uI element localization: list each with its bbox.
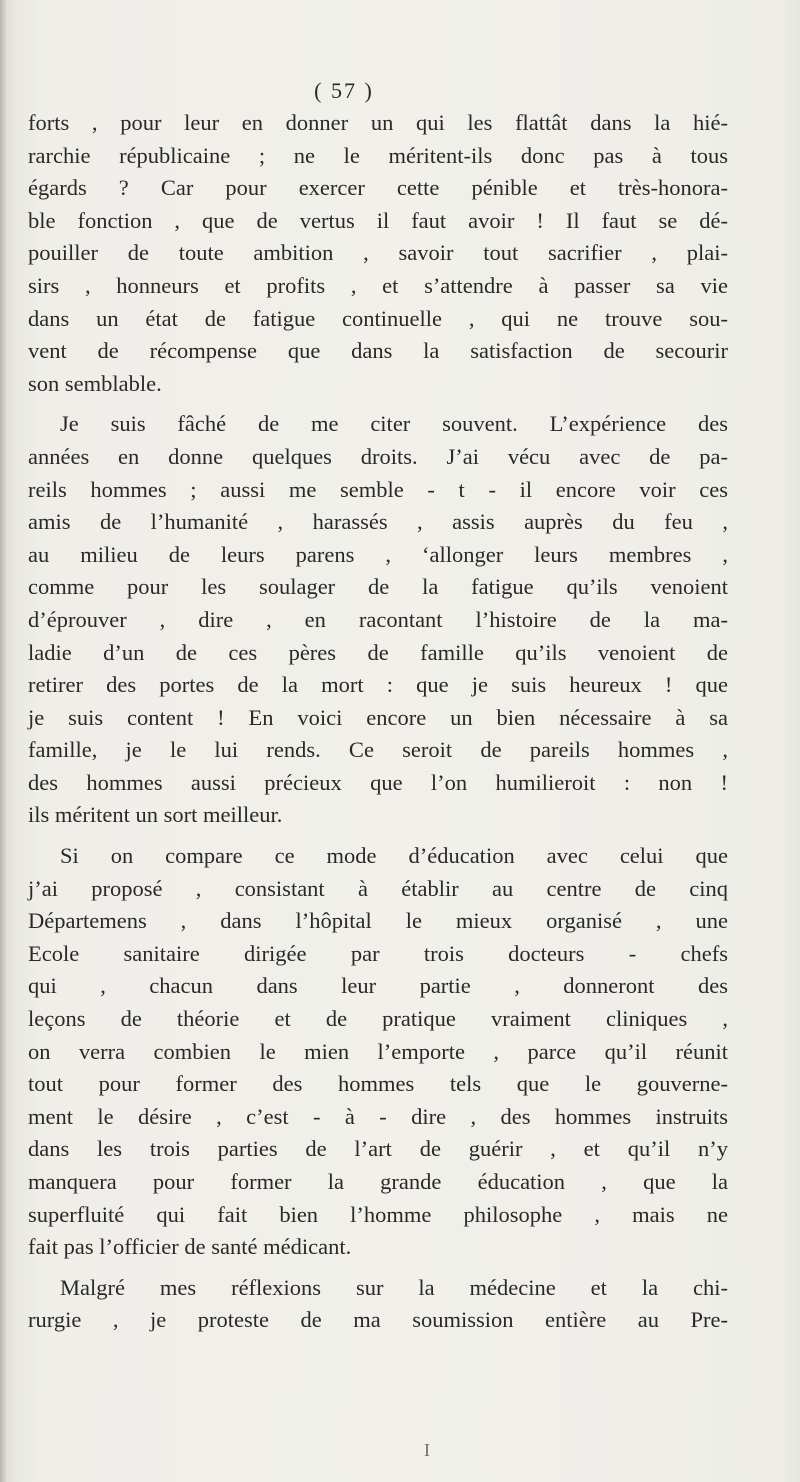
text-line: pouiller de toute ambition , savoir tout sacrifier , plai-: [28, 240, 728, 266]
text-line: on verra combien le mien l’emporte , parce qu’il réunit: [28, 1038, 728, 1064]
text-line: leçons de théorie et de pratique vraiment cliniques ,: [28, 1006, 728, 1032]
text-line: rarchie républicaine ; ne le méritent-ils donc pas à tous: [28, 142, 728, 168]
text-line: qui , chacun dans leur partie , donneront des: [28, 973, 728, 999]
paragraph-4: [28, 1272, 728, 1337]
body-text: [28, 107, 728, 1337]
text-line: années en donne quelques droits. J’ai vécu avec de pa-: [28, 443, 728, 469]
text-line: égards ? Car pour exercer cette pénible et très-honora-: [28, 175, 728, 201]
text-line: ble fonction , que de vertus il faut avoir ! Il faut se dé-: [28, 207, 728, 233]
text-line: amis de l’humanité , harassés , assis auprès du feu ,: [28, 509, 728, 535]
text-line: superfluité qui fait bien l’homme philosophe , mais ne: [28, 1201, 728, 1227]
text-line: j’ai proposé , consistant à établir au centre de cinq: [28, 875, 728, 901]
text-line: ment le désire , c’est - à - dire , des hommes instruits: [28, 1103, 728, 1129]
text-line: au milieu de leurs parens , ‘allonger leurs membres ,: [28, 541, 728, 567]
text-line: ils méritent un sort meilleur.: [28, 802, 283, 828]
text-line: rurgie , je proteste de ma soumission entière au Pre-: [28, 1307, 728, 1333]
text-line: fait pas l’officier de santé médicant.: [28, 1234, 352, 1260]
text-line: son semblable.: [28, 370, 162, 396]
text-line: Si on compare ce mode d’éducation avec celui que: [60, 843, 728, 869]
paragraph-2: [28, 408, 728, 832]
text-line: retirer des portes de la mort : que je suis heureux ! que: [28, 672, 728, 698]
text-line: famille, je le lui rends. Ce seroit de pareils hommes ,: [28, 737, 728, 763]
text-line: tout pour former des hommes tels que le gouverne-: [28, 1071, 728, 1097]
printer-mark: I: [424, 1440, 430, 1460]
text-line: des hommes aussi précieux que l’on humilieroit : non !: [28, 769, 728, 795]
text-line: ladie d’un de ces pères de famille qu’ils venoient de: [28, 639, 728, 665]
text-line: Malgré mes réflexions sur la médecine et la chi-: [60, 1274, 728, 1300]
text-line: comme pour les soulager de la fatigue qu’ils venoient: [28, 574, 728, 600]
paragraph-3: [28, 840, 728, 1264]
text-line: manquera pour former la grande éducation , que la: [28, 1169, 728, 1194]
text-line: Je suis fâché de me citer souvent. L’expérience des: [60, 411, 728, 437]
text-line: sirs , honneurs et profits , et s’attendre à passer sa vie: [28, 272, 728, 298]
text-line: Départemens , dans l’hôpital le mieux organisé , une: [28, 908, 728, 934]
text-line: dans les trois parties de l’art de guérir , et qu’il n’y: [28, 1136, 728, 1162]
text-line: d’éprouver , dire , en racontant l’histoire de la ma-: [28, 606, 728, 632]
page-number: ( 57 ): [314, 78, 374, 103]
text-line: je suis content ! En voici encore un bien nécessaire à sa: [28, 704, 728, 730]
text-line: vent de récompense que dans la satisfaction de secourir: [28, 338, 728, 364]
text-line: reils hommes ; aussi me semble - t - il encore voir ces: [28, 476, 728, 502]
paragraph-1: [28, 107, 728, 400]
text-line: Ecole sanitaire dirigée par trois docteurs - chefs: [28, 940, 728, 966]
page-gutter: [0, 0, 6, 1482]
text-line: forts , pour leur en donner un qui les flattât dans la hié-: [28, 110, 728, 135]
text-line: dans un état de fatigue continuelle , qui ne trouve sou-: [28, 305, 728, 331]
